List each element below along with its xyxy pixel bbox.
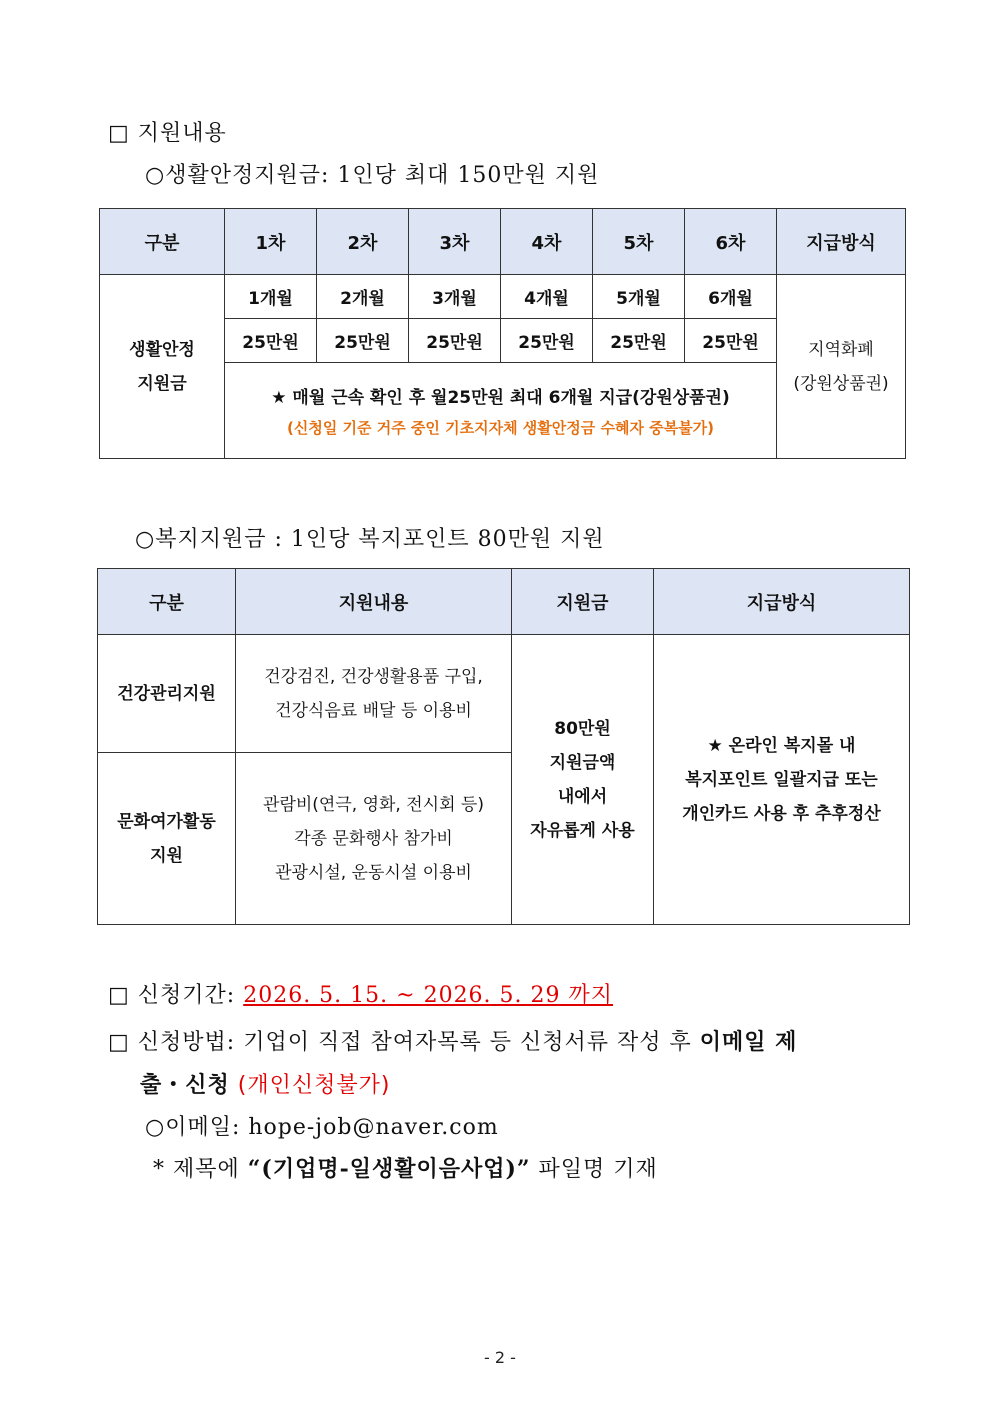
table1-payment-line: (강원상품권) xyxy=(793,373,889,394)
table1-row-label-line: 생활안정 xyxy=(129,339,195,360)
table1-month: 1개월 xyxy=(225,275,317,319)
table1-payment-line: 지역화폐 xyxy=(808,339,874,360)
table2-content-line: 관람비(연극, 영화, 전시회 등) xyxy=(263,794,484,815)
subject-line xyxy=(153,1152,658,1183)
table2-amount-line: 80만원 xyxy=(554,718,611,739)
table1-amount: 25만원 xyxy=(225,319,317,363)
table1-month: 4개월 xyxy=(501,275,593,319)
table2-header-payment: 지급방식 xyxy=(654,569,910,635)
table2-row-label-line: 문화여가활동 xyxy=(117,811,216,832)
table2-row-label-line: 건강관리지원 xyxy=(117,683,216,704)
table2-payment-line: ★ 온라인 복지몰 내 xyxy=(707,735,856,756)
application-method-cont xyxy=(140,1068,390,1099)
table1-header-round-2: 2차 xyxy=(317,209,409,275)
table1-month: 3개월 xyxy=(409,275,501,319)
table2-header-category: 구분 xyxy=(98,569,236,635)
table2-amount-cell xyxy=(512,635,654,925)
table1-header-round-6: 6차 xyxy=(685,209,777,275)
table2-header-amount: 지원금 xyxy=(512,569,654,635)
table1-note-warning: (신청일 기준 거주 중인 기초지자체 생활안정금 수혜자 중복불가) xyxy=(286,418,714,437)
table1-row-label-line: 지원금 xyxy=(137,373,187,394)
subheading-welfare-support: ○복지지원금 : 1인당 복지포인트 80만원 지원 xyxy=(135,527,605,552)
table1-amount: 25만원 xyxy=(501,319,593,363)
table1-note-cell xyxy=(225,363,777,459)
table2-payment-cell xyxy=(654,635,910,925)
email-line xyxy=(145,1110,499,1141)
table2-amount-line: 내에서 xyxy=(557,786,608,807)
table1-amount: 25만원 xyxy=(685,319,777,363)
table2-content-line: 건강식음료 배달 등 이용비 xyxy=(275,700,472,721)
table1-header-round-5: 5차 xyxy=(593,209,685,275)
table1-amount: 25만원 xyxy=(409,319,501,363)
section-heading-support: □ 지원내용 xyxy=(108,121,227,146)
application-method-label: □ 신청방법: 기업이 직접 참여자목록 등 신청서류 작성 후 xyxy=(108,1030,700,1055)
email-label: ○이메일: xyxy=(145,1115,249,1140)
table1-month: 2개월 xyxy=(317,275,409,319)
table2-content-line: 건강검진, 건강생활용품 구입, xyxy=(264,666,483,687)
table2-content-line: 관광시설, 운동시설 이용비 xyxy=(275,862,472,883)
table1-header-category: 구분 xyxy=(100,209,225,275)
application-method-note: (개인신청불가) xyxy=(229,1073,391,1098)
subject-prefix: * 제목에 xyxy=(153,1157,248,1182)
application-method-email-emphasis: 이메일 제 xyxy=(699,1030,798,1055)
table2-row-label xyxy=(98,753,236,925)
welfare-support-table xyxy=(97,568,910,925)
table2-row-content xyxy=(236,753,512,925)
table2-header-content: 지원내용 xyxy=(236,569,512,635)
table1-amount: 25만원 xyxy=(317,319,409,363)
table1-month: 5개월 xyxy=(593,275,685,319)
application-method-submit-emphasis: 출・신청 xyxy=(140,1073,230,1098)
table1-header-round-1: 1차 xyxy=(225,209,317,275)
table2-row-label xyxy=(98,635,236,753)
page-number: - 2 - xyxy=(484,1348,516,1367)
application-period-value: 2026. 5. 15. ~ 2026. 5. 29 까지 xyxy=(243,983,614,1008)
table2-content-line: 각종 문화행사 참가비 xyxy=(294,828,453,849)
table1-payment-method xyxy=(777,275,906,459)
living-support-table xyxy=(99,208,906,459)
application-period-label: □ 신청기간: xyxy=(108,983,244,1008)
subheading-living-support: ○생활안정지원금: 1인당 최대 150만원 지원 xyxy=(145,163,600,188)
table1-header-round-4: 4차 xyxy=(501,209,593,275)
subject-value: “(기업명-일생활이음사업)” xyxy=(247,1156,531,1182)
application-method xyxy=(108,1025,908,1056)
table2-row-label-line: 지원 xyxy=(150,845,183,866)
table2-payment-line: 복지포인트 일괄지급 또는 xyxy=(685,769,878,790)
table1-note: ★ 매월 근속 확인 후 월25만원 최대 6개월 지급(강원상품권) xyxy=(271,387,730,408)
table1-header-round-3: 3차 xyxy=(409,209,501,275)
table1-header-payment: 지급방식 xyxy=(777,209,906,275)
application-period xyxy=(108,978,613,1009)
table2-payment-line: 개인카드 사용 후 추후정산 xyxy=(682,803,881,824)
table1-row-label xyxy=(100,275,225,459)
table2-amount-line: 자유롭게 사용 xyxy=(530,820,635,841)
table2-amount-line: 지원금액 xyxy=(549,752,616,773)
email-address[interactable]: hope-job@naver.com xyxy=(248,1115,499,1140)
subject-suffix: 파일명 기재 xyxy=(530,1157,658,1182)
table1-amount: 25만원 xyxy=(593,319,685,363)
table2-row-content xyxy=(236,635,512,753)
table1-month: 6개월 xyxy=(685,275,777,319)
